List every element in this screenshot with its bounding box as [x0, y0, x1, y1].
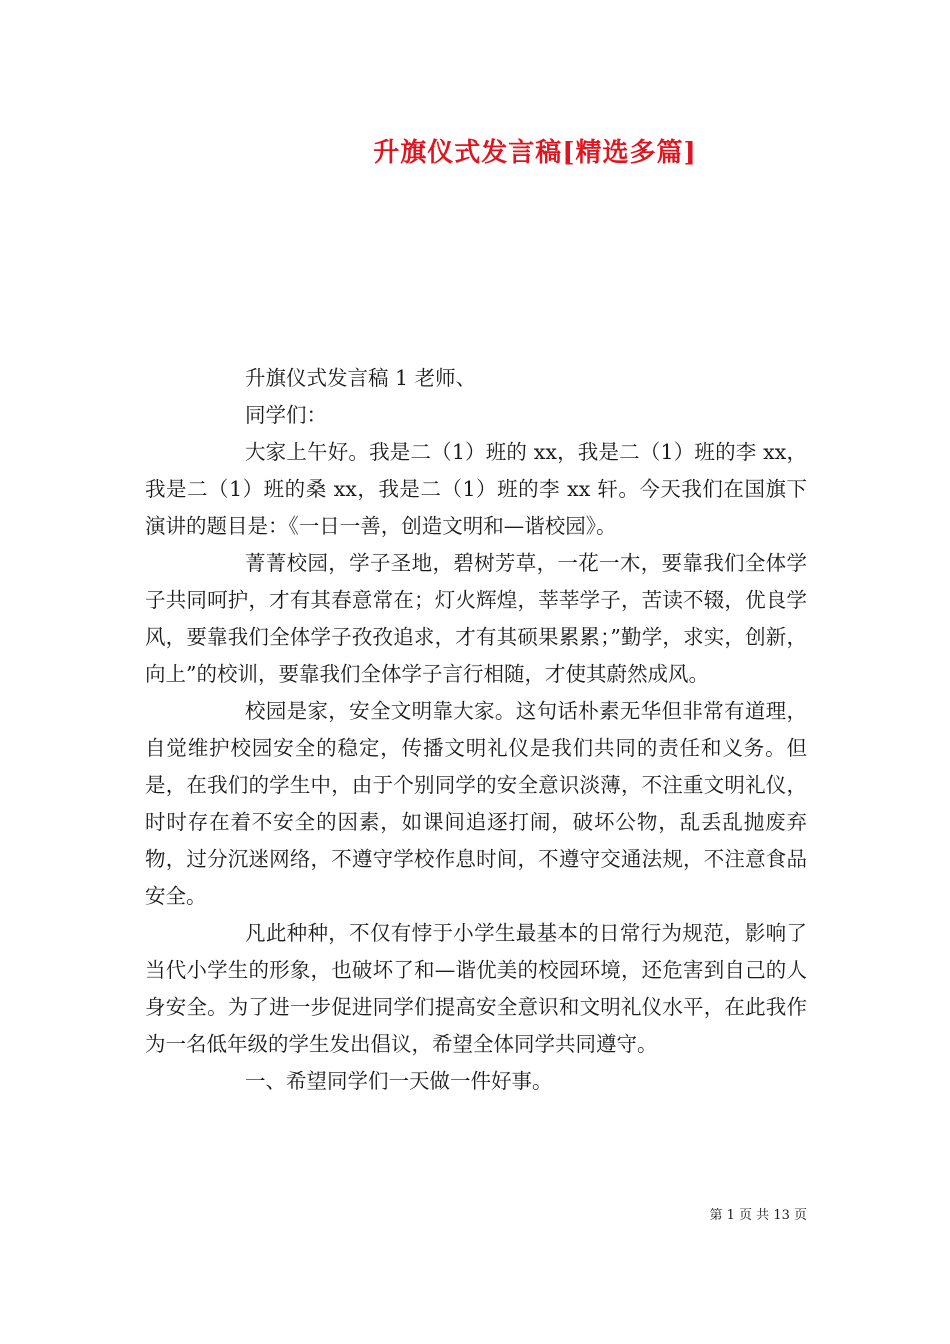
- salutation-line-1: 升旗仪式发言稿 1 老师、: [245, 366, 477, 390]
- paragraph-safety: 校园是家，安全文明靠大家。这句话朴素无华但非常有道理，自觉维护校园安全的稳定，传播文明礼仪是我们共同的责任和义务。但是，在我们的学生中，由于个别同学的安全意识淡薄，不注重文明礼仪，时时存在着不安全的因素，如课间追逐打闹，破坏公物，乱丢乱抛废弃物，过分沉迷网络，不遵守学校作息时间，不遵守交通法规，不注意食品安全。: [145, 699, 807, 908]
- paragraph-proposal: 凡此种种，不仅有悖于小学生最基本的日常行为规范，影响了当代小学生的形象，也破坏了和—谐优美的校园环境，还危害到自己的人身安全。为了进一步促进同学们提高安全意识和文明礼仪水平，在此我作为一名低年级的学生发出倡议，希望全体同学共同遵守。: [145, 921, 807, 1056]
- paragraph-campus: 菁菁校园，学子圣地，碧树芳草，一花一木，要靠我们全体学子共同呵护，才有其春意常在；灯火辉煌，莘莘学子，苦读不辍，优良学风，要靠我们全体学子孜孜追求，才有其硕果累累；”勤学，求实，创新，向上”的校训，要靠我们全体学子言行相随，才使其蔚然成风。: [145, 551, 807, 686]
- document-body: [145, 360, 807, 1100]
- paragraph-item-one: 一、希望同学们一天做一件好事。: [245, 1069, 553, 1093]
- page-number: 第 1 页 共 13 页: [709, 1208, 807, 1223]
- paragraph-greeting: 大家上午好。我是二（1）班的 xx，我是二（1）班的李 xx，我是二（1）班的桑 xx，我是二（1）班的李 xx 轩。今天我们在国旗下演讲的题目是：《一日一善，创造文明和—谐校园》。: [145, 440, 807, 538]
- document-title: 升旗仪式发言稿[精选多篇]: [373, 138, 697, 168]
- salutation-line-2: 同学们：: [245, 403, 327, 427]
